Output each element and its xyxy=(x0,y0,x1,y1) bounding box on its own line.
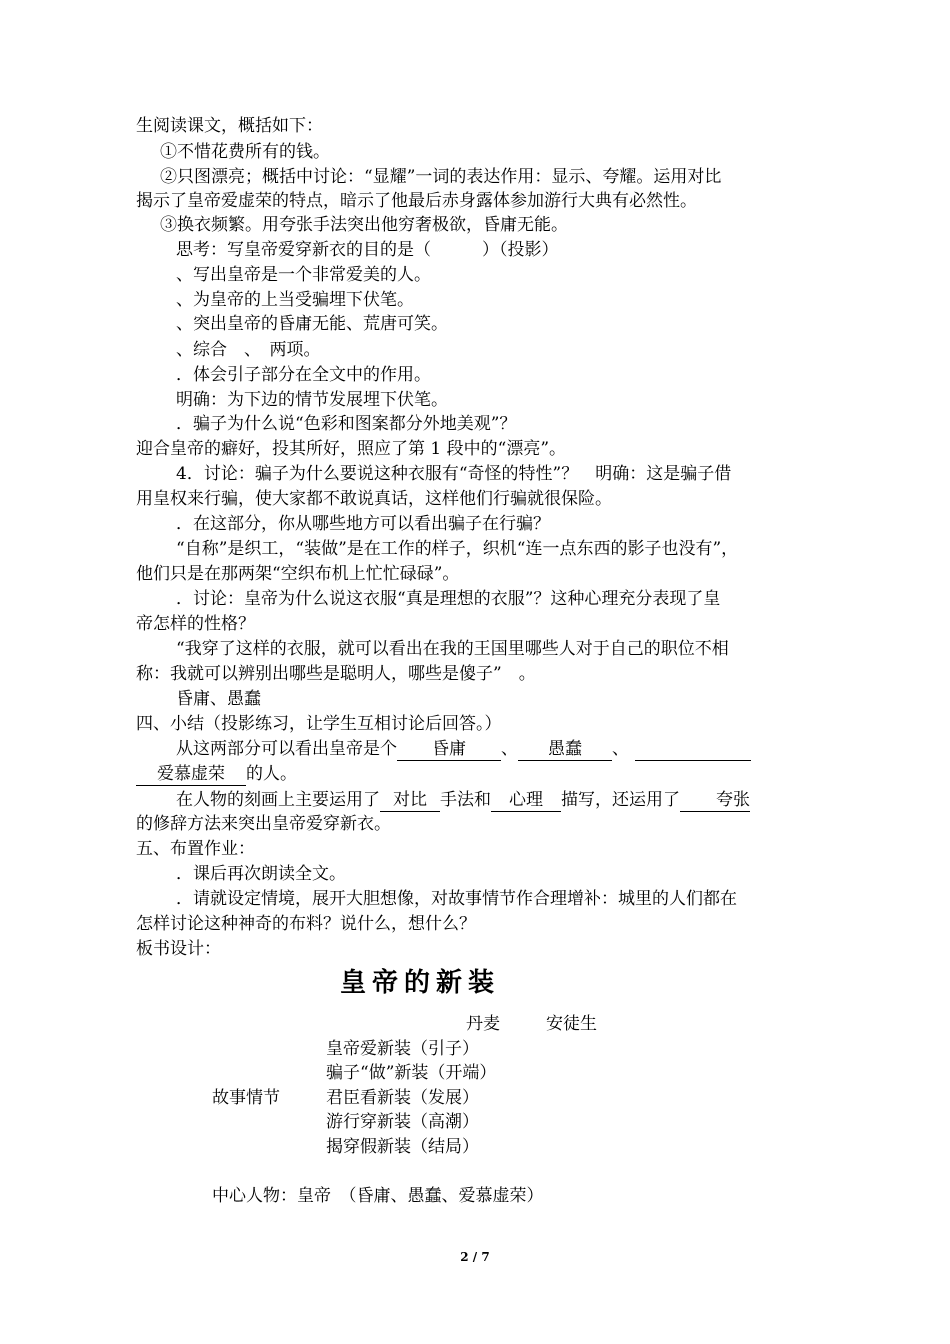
text-line: ③换衣频繁。用夸张手法突出他穷奢极欲，昏庸无能。 xyxy=(160,215,568,235)
text-line: ①不惜花费所有的钱。 xyxy=(160,142,330,162)
text-line: ②只图漂亮；概括中讨论：“显耀”一词的表达作用：显示、夸耀。运用对比 xyxy=(160,167,722,187)
section-heading: 五、布置作业： xyxy=(136,839,255,859)
text-line: “自称”是织工，“装做”是在工作的样子，织机“连一点东西的影子也没有”， xyxy=(176,539,739,559)
text-line: ．请就设定情境，展开大胆想像，对故事情节作合理增补：城里的人们都在 xyxy=(176,889,737,909)
summary-text: 、 xyxy=(612,739,629,759)
summary-line-3 xyxy=(176,788,860,812)
text-line: 板书设计： xyxy=(136,939,221,959)
text-line: 帝怎样的性格？ xyxy=(136,614,255,634)
text-line: 怎样讨论这种神奇的布料？说什么，想什么？ xyxy=(136,914,476,934)
board-plot-item: 游行穿新装（高潮） xyxy=(326,1112,479,1132)
text-line: “我穿了这样的衣服，就可以看出在我的王国里哪些人对于自己的职位不相 xyxy=(176,639,729,659)
summary-text: 在人物的刻画上主要运用了 xyxy=(176,790,380,810)
summary-text: 、 xyxy=(501,739,518,759)
summary-text: 描写，还运用了 xyxy=(561,790,680,810)
text-line: ．体会引子部分在全文中的作用。 xyxy=(176,365,431,385)
text-line: 昏庸、愚蠢 xyxy=(176,689,261,709)
text-line: 迎合皇帝的癖好，投其所好，照应了第 1 段中的“漂亮”。 xyxy=(136,439,567,459)
text-line: 的修辞方法来突出皇帝爱穿新衣。 xyxy=(136,814,391,834)
board-title: 皇帝的新装 xyxy=(340,968,501,998)
text-line: 4．讨论：骗子为什么要说这种衣服有“奇怪的特性”？ 明确：这是骗子借 xyxy=(176,464,732,484)
summary-line-1 xyxy=(176,737,860,761)
board-plot-item: 揭穿假新装（结局） xyxy=(326,1137,479,1157)
answer-blank: 昏庸 xyxy=(397,738,501,761)
text-line: 、为皇帝的上当受骗埋下伏笔。 xyxy=(176,290,414,310)
summary-text: 手法和 xyxy=(440,790,491,810)
section-heading: 四、小结（投影练习，让学生互相讨论后回答。） xyxy=(136,714,502,734)
page-number: 2 / 7 xyxy=(460,1250,490,1264)
answer-blank: 爱慕虚荣 xyxy=(136,763,246,786)
text-line: 揭示了皇帝爱虚荣的特点，暗示了他最后赤身露体参加游行大典有必然性。 xyxy=(136,191,697,211)
text-line: 、突出皇帝的昏庸无能、荒唐可笑。 xyxy=(176,314,448,334)
board-author-name: 安徒生 xyxy=(546,1014,597,1034)
summary-line-2 xyxy=(136,762,820,786)
text-line: 他们只是在那两架“空织布机上忙忙碌碌”。 xyxy=(136,564,460,584)
text-line: ．在这部分，你从哪些地方可以看出骗子在行骗？ xyxy=(176,514,550,534)
board-center-character: 中心人物：皇帝 （昏庸、愚蠢、爱慕虚荣） xyxy=(212,1186,544,1206)
text-line: 、综合 、 两项。 xyxy=(176,340,321,360)
answer-blank-empty xyxy=(635,738,751,761)
board-plot-item: 骗子“做”新装（开端） xyxy=(326,1063,497,1083)
text-line: ．骗子为什么说“色彩和图案都分外地美观”？ xyxy=(176,414,517,434)
answer-blank: 心理 xyxy=(491,789,561,812)
answer-blank: 夸张 xyxy=(680,789,750,812)
answer-blank: 愚蠢 xyxy=(518,738,612,761)
board-plot-item: 君臣看新装（发展） xyxy=(326,1088,479,1108)
text-line: 、写出皇帝是一个非常爱美的人。 xyxy=(176,265,431,285)
text-line: 思考：写皇帝爱穿新衣的目的是（ ）（投影） xyxy=(176,240,559,260)
board-plot-label: 故事情节 xyxy=(212,1088,280,1108)
summary-text: 从这两部分可以看出皇帝是个 xyxy=(176,739,397,759)
text-line: 明确：为下边的情节发展埋下伏笔。 xyxy=(176,390,448,410)
text-line: 称：我就可以辨别出哪些是聪明人，哪些是傻子” 。 xyxy=(136,664,536,684)
board-plot-item: 皇帝爱新装（引子） xyxy=(326,1039,479,1059)
answer-blank: 对比 xyxy=(380,789,440,812)
board-author-country: 丹麦 xyxy=(466,1014,500,1034)
text-line: ．讨论：皇帝为什么说这衣服“真是理想的衣服”？这种心理充分表现了皇 xyxy=(176,589,721,609)
text-line: 生阅读课文，概括如下： xyxy=(136,116,323,136)
summary-text: 的人。 xyxy=(246,764,297,784)
text-line: 用皇权来行骗，使大家都不敢说真话，这样他们行骗就很保险。 xyxy=(136,489,612,509)
text-line: ．课后再次朗读全文。 xyxy=(176,864,346,884)
